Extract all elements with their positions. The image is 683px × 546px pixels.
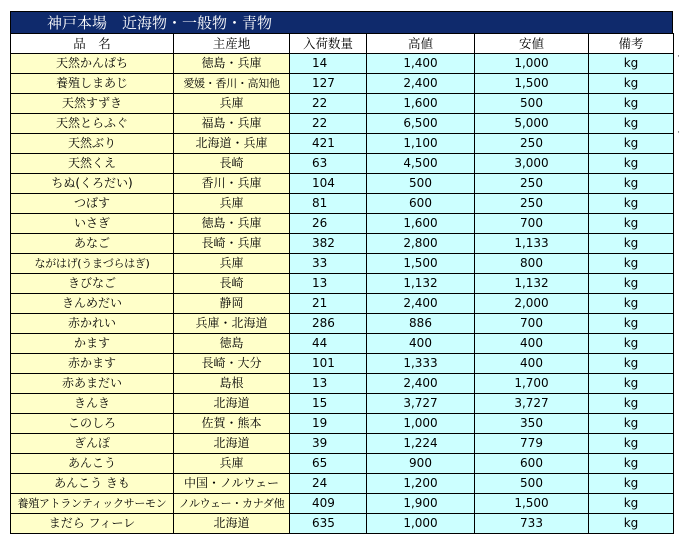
low-price-cell: 733: [475, 514, 589, 534]
unit-cell: kg: [589, 454, 674, 474]
high-price-cell: 1,000: [367, 414, 475, 434]
item-name-cell: 天然ぶり: [11, 134, 174, 154]
unit-cell: kg: [589, 214, 674, 234]
header-high-price: 高値: [367, 34, 475, 54]
table-row: [11, 314, 674, 334]
low-price-cell: 1,700: [475, 374, 589, 394]
sheet-title: 神戸本場 近海物・一般物・青物: [10, 11, 673, 33]
item-name-cell: いさぎ: [11, 214, 174, 234]
quantity-cell: 63: [290, 154, 367, 174]
high-price-cell: 2,400: [367, 74, 475, 94]
high-price-cell: 1,900: [367, 494, 475, 514]
header-low-price: 安値: [475, 34, 589, 54]
item-name-cell: このしろ: [11, 414, 174, 434]
table-row: [11, 514, 674, 534]
unit-cell: kg: [589, 74, 674, 94]
origin-cell: ノルウェー・カナダ他: [174, 494, 290, 514]
table-row: [11, 94, 674, 114]
table-row: [11, 234, 674, 254]
low-price-cell: 3,727: [475, 394, 589, 414]
price-table: [10, 33, 674, 534]
high-price-cell: 3,727: [367, 394, 475, 414]
origin-cell: 北海道・兵庫: [174, 134, 290, 154]
high-price-cell: 1,600: [367, 94, 475, 114]
table-row: [11, 54, 674, 74]
high-price-cell: 1,400: [367, 54, 475, 74]
high-price-cell: 1,132: [367, 274, 475, 294]
quantity-cell: 635: [290, 514, 367, 534]
table-row: [11, 134, 674, 154]
high-price-cell: 1,100: [367, 134, 475, 154]
unit-cell: kg: [589, 354, 674, 374]
quantity-cell: 22: [290, 94, 367, 114]
table-row: [11, 394, 674, 414]
item-name-cell: 天然くえ: [11, 154, 174, 174]
origin-cell: 長崎・大分: [174, 354, 290, 374]
low-price-cell: 500: [475, 474, 589, 494]
low-price-cell: 1,133: [475, 234, 589, 254]
unit-cell: kg: [589, 114, 674, 134]
table-row: [11, 194, 674, 214]
low-price-cell: 2,000: [475, 294, 589, 314]
table-row: [11, 214, 674, 234]
origin-cell: 徳島・兵庫: [174, 54, 290, 74]
high-price-cell: 6,500: [367, 114, 475, 134]
table-row: [11, 74, 674, 94]
high-price-cell: 1,500: [367, 254, 475, 274]
high-price-cell: 400: [367, 334, 475, 354]
low-price-cell: 600: [475, 454, 589, 474]
unit-cell: kg: [589, 234, 674, 254]
unit-cell: kg: [589, 494, 674, 514]
low-price-cell: 700: [475, 314, 589, 334]
origin-cell: 島根: [174, 374, 290, 394]
origin-cell: 長崎: [174, 154, 290, 174]
low-price-cell: 700: [475, 214, 589, 234]
table-row: [11, 154, 674, 174]
high-price-cell: 900: [367, 454, 475, 474]
table-row: [11, 174, 674, 194]
low-price-cell: 3,000: [475, 154, 589, 174]
unit-cell: kg: [589, 94, 674, 114]
table-row: [11, 434, 674, 454]
table-row: [11, 294, 674, 314]
high-price-cell: 1,200: [367, 474, 475, 494]
quantity-cell: 14: [290, 54, 367, 74]
table-row: [11, 494, 674, 514]
low-price-cell: 1,132: [475, 274, 589, 294]
unit-cell: kg: [589, 314, 674, 334]
quantity-cell: 21: [290, 294, 367, 314]
unit-cell: kg: [589, 394, 674, 414]
origin-cell: 兵庫: [174, 454, 290, 474]
low-price-cell: 1,000: [475, 54, 589, 74]
low-price-cell: 350: [475, 414, 589, 434]
low-price-cell: 1,500: [475, 74, 589, 94]
quantity-cell: 15: [290, 394, 367, 414]
quantity-cell: 286: [290, 314, 367, 334]
unit-cell: kg: [589, 174, 674, 194]
table-row: [11, 474, 674, 494]
quantity-cell: 44: [290, 334, 367, 354]
quantity-cell: 33: [290, 254, 367, 274]
unit-cell: kg: [589, 374, 674, 394]
table-row: [11, 114, 674, 134]
quantity-cell: 382: [290, 234, 367, 254]
unit-cell: kg: [589, 54, 674, 74]
header-row: [11, 34, 674, 54]
item-name-cell: きんき: [11, 394, 174, 414]
high-price-cell: 2,400: [367, 374, 475, 394]
quantity-cell: 22: [290, 114, 367, 134]
high-price-cell: 886: [367, 314, 475, 334]
low-price-cell: 800: [475, 254, 589, 274]
low-price-cell: 250: [475, 174, 589, 194]
origin-cell: 長崎・兵庫: [174, 234, 290, 254]
item-name-cell: きんめだい: [11, 294, 174, 314]
item-name-cell: あんこう: [11, 454, 174, 474]
unit-cell: kg: [589, 274, 674, 294]
unit-cell: kg: [589, 294, 674, 314]
high-price-cell: 2,400: [367, 294, 475, 314]
low-price-cell: 5,000: [475, 114, 589, 134]
origin-cell: 徳島: [174, 334, 290, 354]
quantity-cell: 24: [290, 474, 367, 494]
header-origin: 主産地: [174, 34, 290, 54]
table-row: [11, 354, 674, 374]
unit-cell: kg: [589, 434, 674, 454]
origin-cell: 北海道: [174, 514, 290, 534]
table-row: [11, 454, 674, 474]
item-name-cell: まだら フィーレ: [11, 514, 174, 534]
item-name-cell: きびなご: [11, 274, 174, 294]
item-name-cell: ぎんぽ: [11, 434, 174, 454]
low-price-cell: 1,500: [475, 494, 589, 514]
high-price-cell: 2,800: [367, 234, 475, 254]
item-name-cell: ちぬ(くろだい): [11, 174, 174, 194]
item-name-cell: 天然とらふぐ: [11, 114, 174, 134]
origin-cell: 中国・ノルウェー: [174, 474, 290, 494]
origin-cell: 兵庫・北海道: [174, 314, 290, 334]
item-name-cell: ながはげ(うまづらはぎ): [11, 254, 174, 274]
item-name-cell: 養殖アトランティックサーモン: [11, 494, 174, 514]
origin-cell: 北海道: [174, 394, 290, 414]
quantity-cell: 127: [290, 74, 367, 94]
low-price-cell: 500: [475, 94, 589, 114]
header-name: 品 名: [11, 34, 174, 54]
low-price-cell: 400: [475, 354, 589, 374]
unit-cell: kg: [589, 474, 674, 494]
header-quantity: 入荷数量: [290, 34, 367, 54]
quantity-cell: 65: [290, 454, 367, 474]
high-price-cell: 500: [367, 174, 475, 194]
origin-cell: 徳島・兵庫: [174, 214, 290, 234]
item-name-cell: かます: [11, 334, 174, 354]
origin-cell: 北海道: [174, 434, 290, 454]
price-sheet: [10, 11, 673, 534]
origin-cell: 愛媛・香川・高知他: [174, 74, 290, 94]
edge-mark: ·: [677, 52, 680, 62]
origin-cell: 佐賀・熊本: [174, 414, 290, 434]
low-price-cell: 250: [475, 194, 589, 214]
origin-cell: 長崎: [174, 274, 290, 294]
item-name-cell: つばす: [11, 194, 174, 214]
high-price-cell: 600: [367, 194, 475, 214]
unit-cell: kg: [589, 254, 674, 274]
unit-cell: kg: [589, 514, 674, 534]
quantity-cell: 101: [290, 354, 367, 374]
table-row: [11, 334, 674, 354]
quantity-cell: 409: [290, 494, 367, 514]
quantity-cell: 39: [290, 434, 367, 454]
low-price-cell: 250: [475, 134, 589, 154]
high-price-cell: 4,500: [367, 154, 475, 174]
table-row: [11, 274, 674, 294]
high-price-cell: 1,224: [367, 434, 475, 454]
item-name-cell: あんこう きも: [11, 474, 174, 494]
high-price-cell: 1,333: [367, 354, 475, 374]
item-name-cell: 赤あまだい: [11, 374, 174, 394]
origin-cell: 福島・兵庫: [174, 114, 290, 134]
origin-cell: 兵庫: [174, 94, 290, 114]
item-name-cell: 天然かんぱち: [11, 54, 174, 74]
origin-cell: 兵庫: [174, 254, 290, 274]
table-row: [11, 254, 674, 274]
table-row: [11, 414, 674, 434]
item-name-cell: 天然すずき: [11, 94, 174, 114]
unit-cell: kg: [589, 154, 674, 174]
edge-mark: ·: [677, 128, 680, 138]
quantity-cell: 13: [290, 274, 367, 294]
quantity-cell: 104: [290, 174, 367, 194]
origin-cell: 香川・兵庫: [174, 174, 290, 194]
quantity-cell: 13: [290, 374, 367, 394]
low-price-cell: 400: [475, 334, 589, 354]
item-name-cell: 赤かれい: [11, 314, 174, 334]
item-name-cell: 赤かます: [11, 354, 174, 374]
origin-cell: 兵庫: [174, 194, 290, 214]
origin-cell: 静岡: [174, 294, 290, 314]
item-name-cell: あなご: [11, 234, 174, 254]
high-price-cell: 1,000: [367, 514, 475, 534]
unit-cell: kg: [589, 414, 674, 434]
quantity-cell: 81: [290, 194, 367, 214]
unit-cell: kg: [589, 194, 674, 214]
quantity-cell: 19: [290, 414, 367, 434]
table-row: [11, 374, 674, 394]
quantity-cell: 26: [290, 214, 367, 234]
unit-cell: kg: [589, 334, 674, 354]
item-name-cell: 養殖しまあじ: [11, 74, 174, 94]
high-price-cell: 1,600: [367, 214, 475, 234]
low-price-cell: 779: [475, 434, 589, 454]
quantity-cell: 421: [290, 134, 367, 154]
unit-cell: kg: [589, 134, 674, 154]
header-remarks: 備考: [589, 34, 674, 54]
